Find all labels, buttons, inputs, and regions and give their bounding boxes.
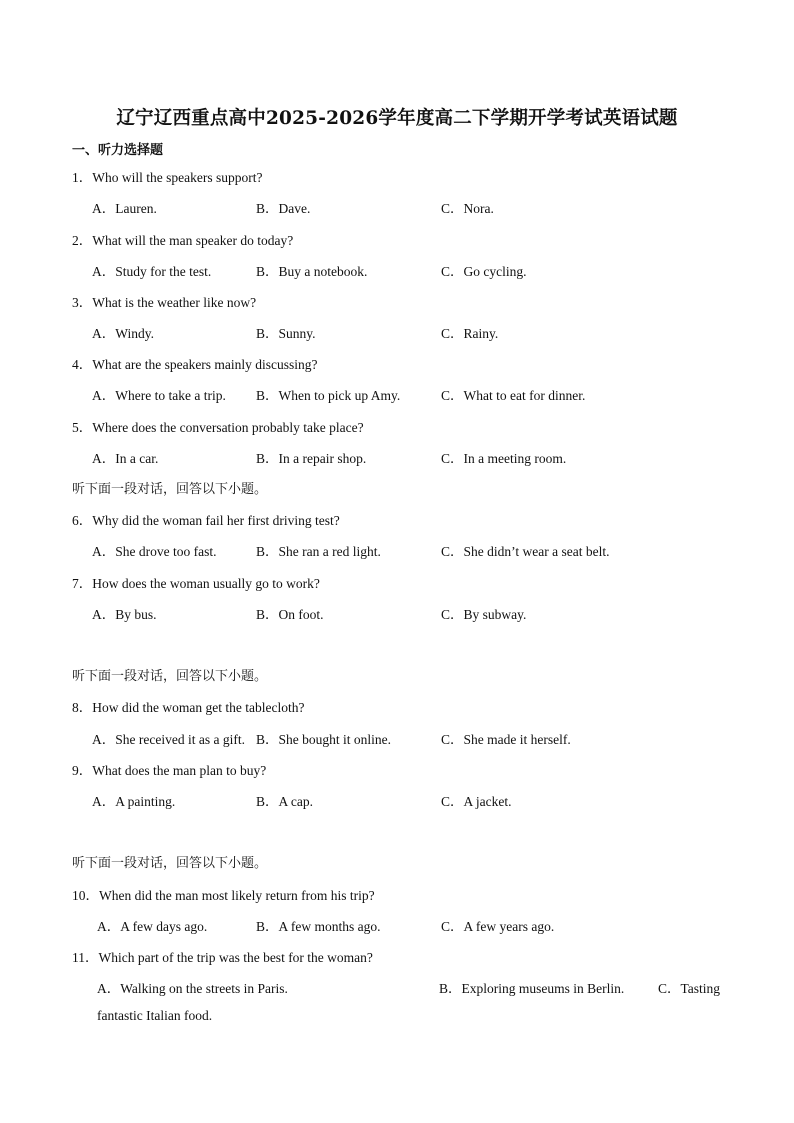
option-c: C．She made it herself.: [441, 732, 571, 747]
option-c: C．Nora.: [441, 201, 494, 216]
option-c-continued: fantastic Italian food.: [97, 1008, 213, 1023]
option-c: C．Tasting: [658, 981, 721, 996]
question-stem: 6．Why did the woman fail her first driving test?: [72, 513, 340, 528]
option-a: A．By bus.: [92, 607, 157, 622]
option-b: B．Dave.: [256, 201, 311, 216]
option-a: A．Study for the test.: [92, 264, 212, 279]
option-b: B．When to pick up Amy.: [256, 388, 401, 403]
option-a: A．Lauren.: [92, 201, 157, 216]
option-b: B．Sunny.: [256, 326, 316, 341]
option-a: A．She received it as a gift.: [92, 732, 245, 747]
option-b: B．She ran a red light.: [256, 544, 381, 559]
question-stem: 9．What does the man plan to buy?: [72, 763, 267, 778]
option-c: C．A few years ago.: [441, 919, 555, 934]
option-a: A．Windy.: [92, 326, 154, 341]
question-stem: 2．What will the man speaker do today?: [72, 233, 294, 248]
option-a: A．Where to take a trip.: [92, 388, 226, 403]
question-stem: 3．What is the weather like now?: [72, 295, 257, 310]
option-a: A．She drove too fast.: [92, 544, 217, 559]
option-a: A．In a car.: [92, 451, 159, 466]
option-b: B．Buy a notebook.: [256, 264, 368, 279]
option-c: C．By subway.: [441, 607, 527, 622]
question-stem: 5．Where does the conversation probably take place?: [72, 420, 364, 435]
option-b: B．A cap.: [256, 794, 313, 809]
option-b: B．In a repair shop.: [256, 451, 367, 466]
option-a: A．Walking on the streets in Paris.: [97, 981, 288, 996]
option-a: A．A few days ago.: [97, 919, 208, 934]
option-c: C．A jacket.: [441, 794, 512, 809]
option-c: C．What to eat for dinner.: [441, 388, 586, 403]
option-c: C．Rainy.: [441, 326, 499, 341]
question-stem: 1．Who will the speakers support?: [72, 170, 263, 185]
section-heading: 一、听力选择题: [72, 143, 164, 158]
option-b: B．A few months ago.: [256, 919, 381, 934]
question-stem: 11．Which part of the trip was the best for the woman?: [72, 950, 373, 965]
question-stem: 10．When did the man most likely return from his trip?: [72, 888, 375, 903]
page-title: 辽宁辽西重点高中2025-2026学年度高二下学期开学考试英语试题: [116, 108, 678, 129]
question-stem: 8．How did the woman get the tablecloth?: [72, 700, 305, 715]
listening-instruction: 听下面一段对话，回答以下小题。: [72, 482, 268, 497]
option-b: B．Exploring museums in Berlin.: [439, 981, 625, 996]
option-c: C．Go cycling.: [441, 264, 527, 279]
option-a: A．A painting.: [92, 794, 176, 809]
question-stem: 4．What are the speakers mainly discussing?: [72, 357, 318, 372]
option-c: C．In a meeting room.: [441, 451, 567, 466]
option-b: B．She bought it online.: [256, 732, 391, 747]
question-stem: 7．How does the woman usually go to work?: [72, 576, 320, 591]
listening-instruction: 听下面一段对话，回答以下小题。: [72, 856, 268, 871]
listening-instruction: 听下面一段对话，回答以下小题。: [72, 669, 268, 684]
option-c: C．She didn’t wear a seat belt.: [441, 544, 610, 559]
option-b: B．On foot.: [256, 607, 324, 622]
